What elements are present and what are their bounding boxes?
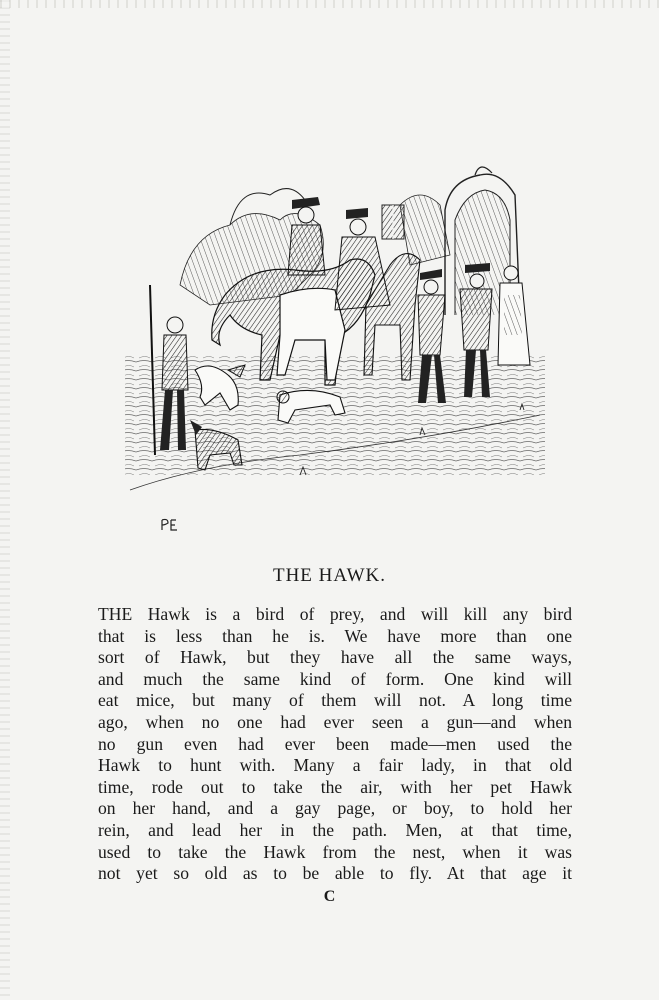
text-line: Hawk to hunt with. Many a fair lady, in that old [98,755,572,776]
page-edge-left [0,0,10,1000]
text-line: eat mice, but many of them will not. A long time [98,690,572,711]
text-line: sort of Hawk, but they have all the same ways, [98,647,572,668]
text-line: no gun even had ever been made—men used the [98,733,572,754]
signature-folio: C [323,888,336,905]
text-line: and much the same kind of form. One kind will [98,668,572,689]
hunting-party-engraving [120,165,550,535]
illustrator-signature [160,516,180,536]
text-line: ago, when no one had ever seen a gun—and when [98,711,572,732]
page-edge-top [0,0,659,8]
monogram-mark [160,516,180,532]
page-title: THE HAWK. [272,565,386,586]
text-line: THE Hawk is a bird of prey, and will kill any bird [98,604,572,624]
window [382,205,404,239]
text-line: not yet so old as to be able to fly. At that age it [98,863,572,884]
text-line: on her hand, and a gay page, or boy, to hold her [98,798,572,819]
text-line: time, rode out to take the air, with her pet Hawk [98,776,572,797]
text-line: rein, and lead her in the path. Men, at that time, [98,819,572,840]
text-line: that is less than he is. We have more than one [98,625,572,646]
text-line: used to take the Hawk from the nest, when it was [98,841,572,862]
body-paragraph [98,604,572,885]
